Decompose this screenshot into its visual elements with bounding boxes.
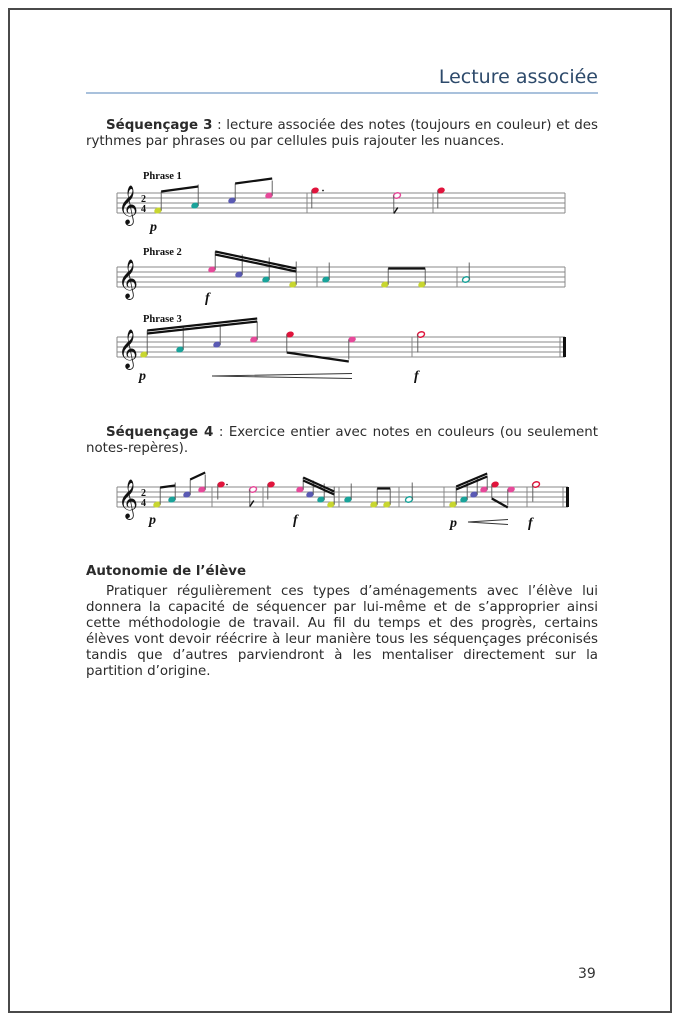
time-signature-top: 2 <box>141 194 146 205</box>
note-beam <box>190 473 205 480</box>
dynamic-f: f <box>414 369 419 384</box>
dynamic-f: f <box>528 516 533 531</box>
dynamic-p: p <box>450 516 457 531</box>
dot <box>322 190 324 192</box>
sequencage-3-text: : lecture associée des notes (toujours en couleur) et des rythmes par phrases ou par cellules puis rajouter les nuances. <box>86 118 598 149</box>
note-beam <box>456 474 487 487</box>
note-beam <box>303 478 334 492</box>
time-signature-bottom: 4 <box>141 498 146 509</box>
phrase-3-label: Phrase 3 <box>143 314 182 325</box>
note-flag <box>250 501 254 507</box>
sequencage-4-text: : Exercice entier avec notes en couleurs (ou seulement notes-repères). <box>86 425 598 456</box>
staff-phrase-3 <box>117 319 566 385</box>
note-beam <box>215 255 296 272</box>
final-barline-thick <box>563 337 566 357</box>
note-beam <box>235 179 272 184</box>
phrase-1-label: Phrase 1 <box>143 171 182 182</box>
treble-clef-icon: 𝄞 <box>118 479 139 519</box>
note-beam <box>215 252 296 269</box>
crescendo-hairpin <box>212 374 352 379</box>
staff-full-exercise <box>117 473 569 532</box>
dynamic-p: p <box>149 513 156 528</box>
dynamic-p: p <box>150 220 157 235</box>
note-beam <box>161 187 198 192</box>
sequencage-4-label: Séquençage 4 <box>106 425 214 440</box>
autonomie-heading: Autonomie de l’élève <box>86 564 247 579</box>
dynamic-f: f <box>205 291 210 306</box>
staff-phrase-2 <box>117 252 565 307</box>
sequencage-3-label: Séquençage 3 <box>106 118 213 133</box>
crescendo-hairpin <box>468 520 508 525</box>
time-signature-bottom: 4 <box>141 204 146 215</box>
phrase-2-label: Phrase 2 <box>143 247 182 258</box>
note-beam <box>492 499 508 508</box>
dynamic-p: p <box>139 369 146 384</box>
header-title: Lecture associée <box>438 66 598 88</box>
treble-clef-icon: 𝄞 <box>118 259 139 299</box>
time-signature-top: 2 <box>141 488 146 499</box>
autonomie-text: Pratiquer régulièrement ces types d’aménagements avec l’élève lui donnera la capacité de séquencer par lui-même et de s’approprier ainsi cette méthodologie de travail. Au fil du temps et des progrès, certains élèves vont devoir réécrire à leur manière tous les séquençages préconisés tandis que d’autres parviendront à les mentaliser directement sur la partition d’origine. <box>86 584 598 679</box>
dynamic-f: f <box>293 513 298 528</box>
staff-phrase-1 <box>117 179 565 236</box>
treble-clef-icon: 𝄞 <box>118 185 139 225</box>
treble-clef-icon: 𝄞 <box>118 329 139 369</box>
final-barline-thick <box>566 487 569 507</box>
page-number: 39 <box>578 966 596 982</box>
autonomie-paragraph <box>86 584 598 680</box>
sequencage-4-paragraph <box>86 425 598 457</box>
dot <box>226 484 228 486</box>
